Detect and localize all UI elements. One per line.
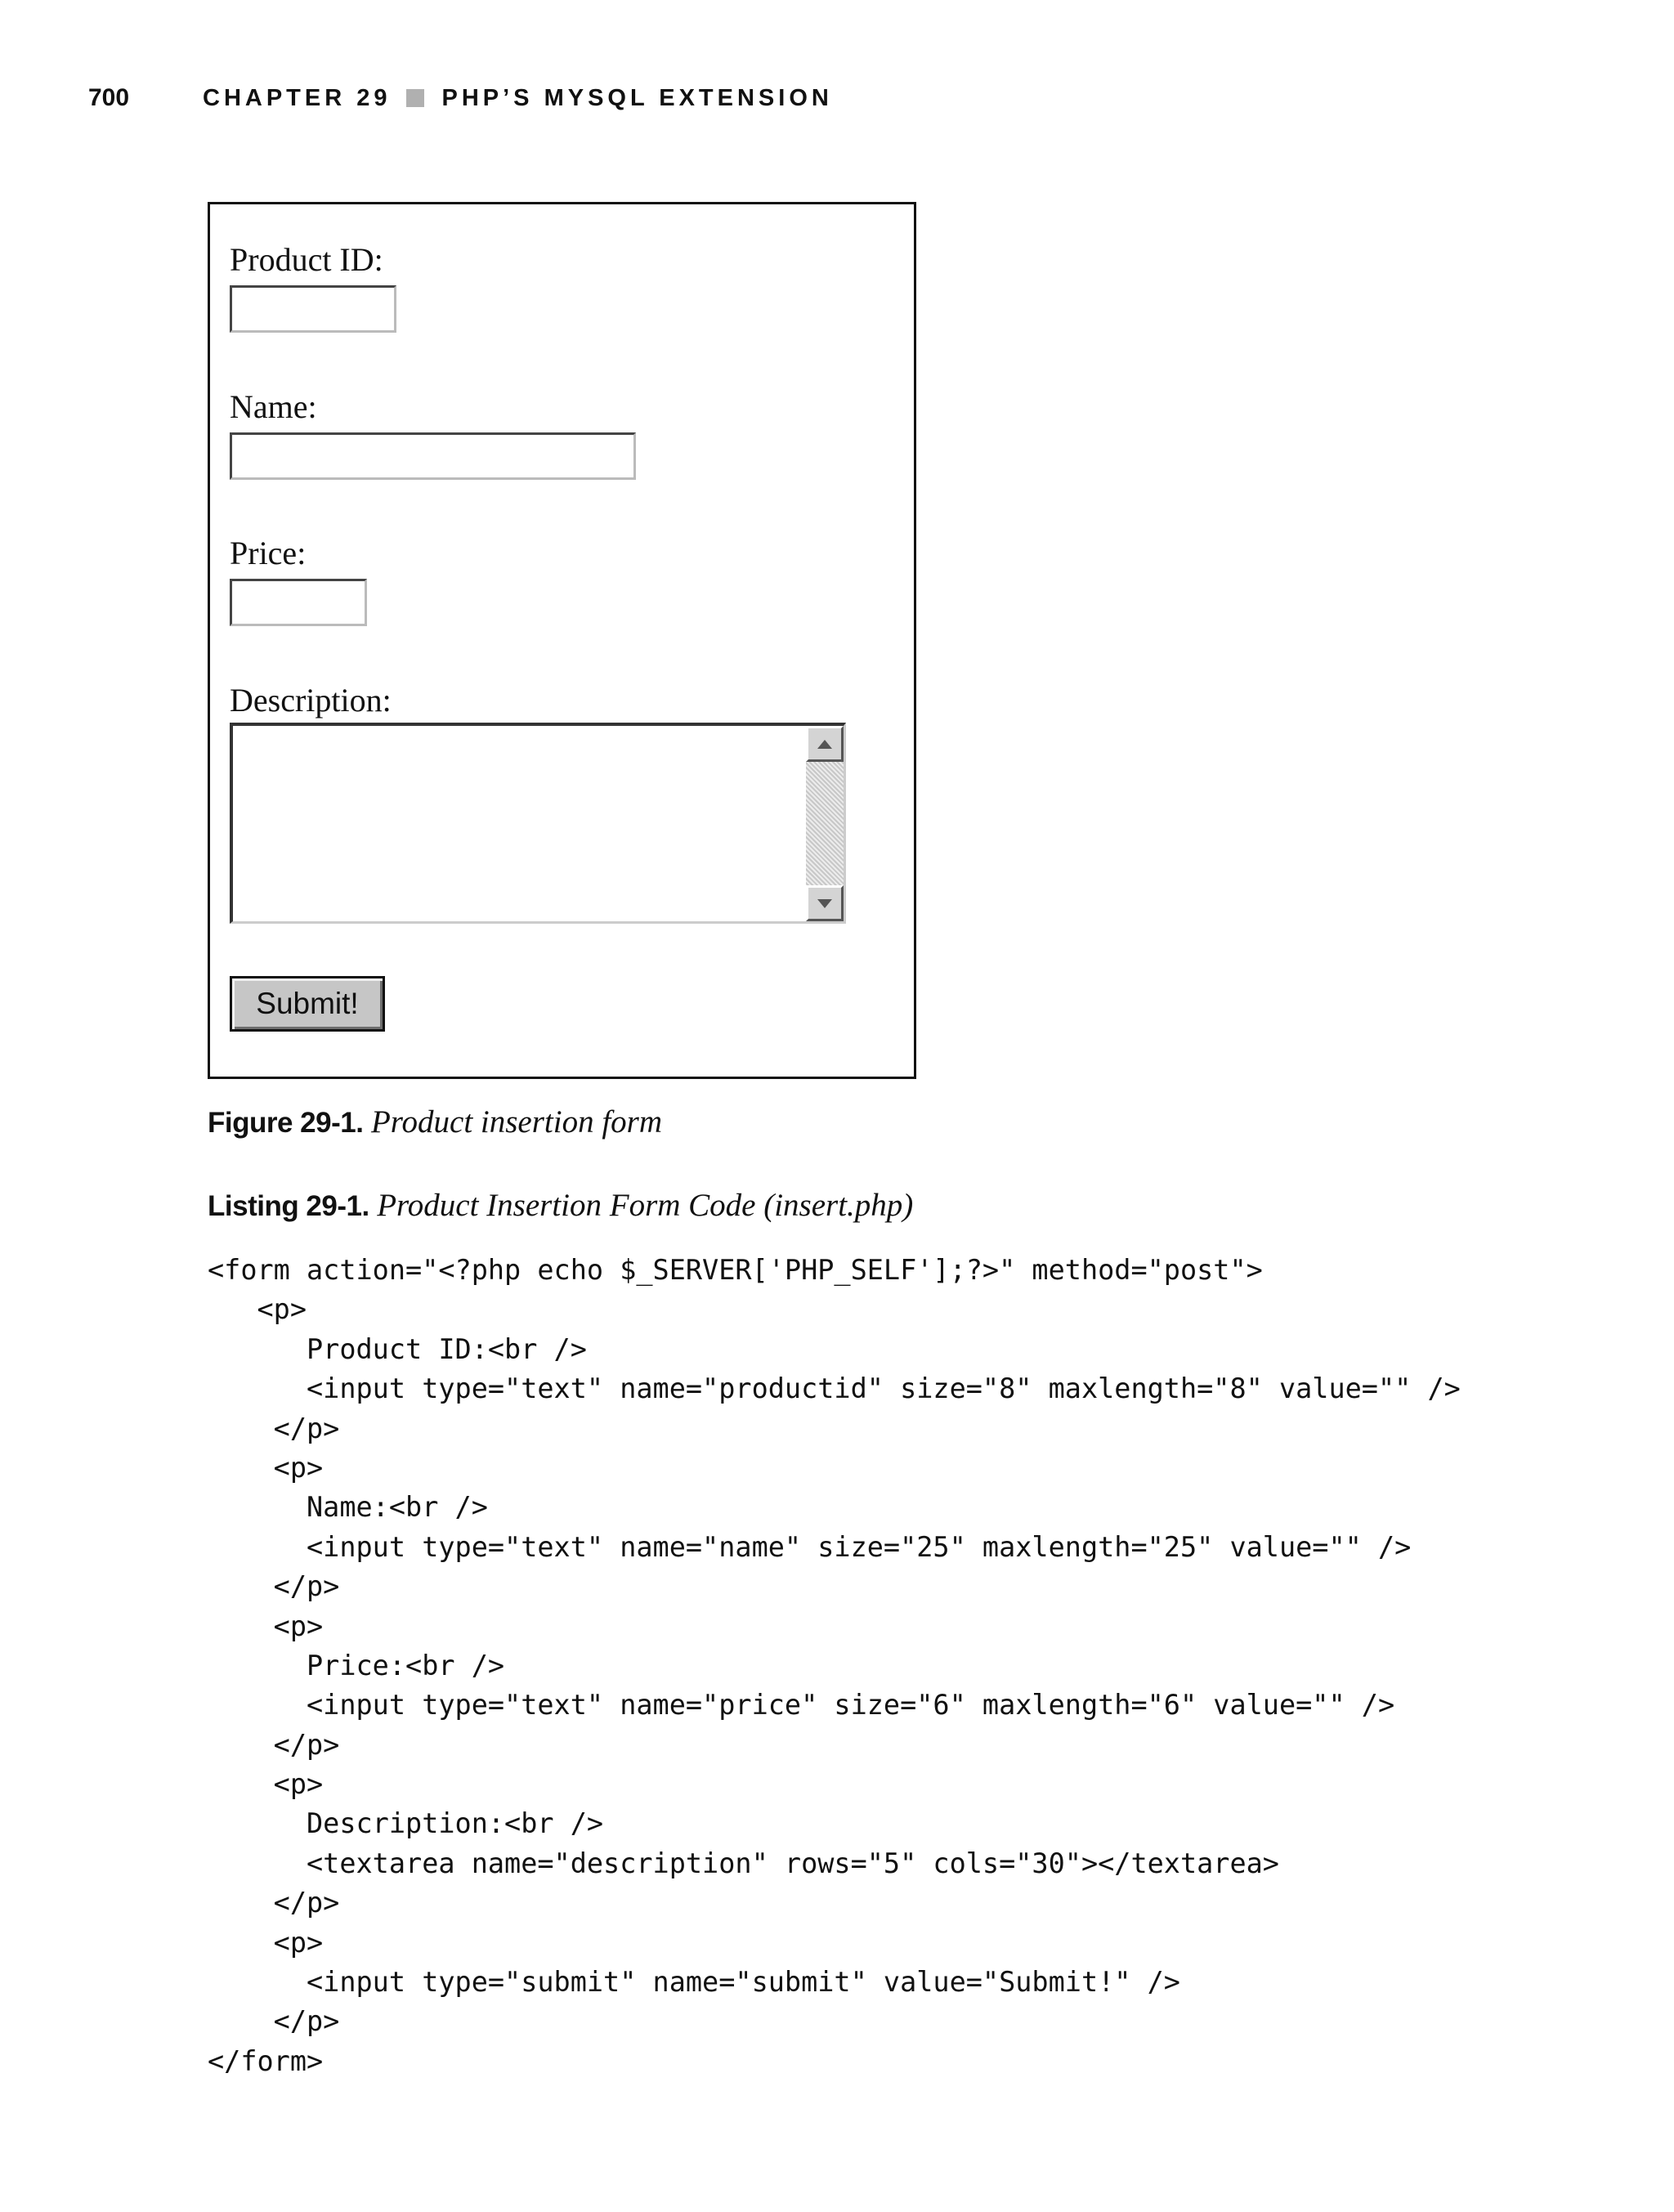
description-textarea[interactable] xyxy=(230,723,846,924)
code-line: </p> xyxy=(208,1887,340,1919)
code-line: Name:<br /> xyxy=(208,1491,488,1524)
code-line: Price:<br /> xyxy=(208,1649,505,1681)
name-label: Name: xyxy=(230,388,317,425)
page-number: 700 xyxy=(88,84,130,111)
price-input[interactable] xyxy=(230,579,367,626)
code-line: Product ID:<br /> xyxy=(208,1332,587,1365)
code-line: <input type="submit" name="submit" value="Submit!" /> xyxy=(208,1966,1180,1999)
code-line: </p> xyxy=(208,1728,340,1761)
code-line: Description:<br /> xyxy=(208,1807,604,1840)
code-line: <input type="text" name="name" size="25" maxlength="25" value="" /> xyxy=(208,1530,1412,1563)
code-line: <p> xyxy=(208,1926,324,1959)
product-id-label: Product ID: xyxy=(230,241,383,278)
code-line: <p> xyxy=(208,1451,324,1484)
arrow-down-icon xyxy=(817,899,832,908)
listing-caption xyxy=(208,1187,913,1224)
figure-caption-text: Product insertion form xyxy=(370,1104,662,1140)
code-line: </form> xyxy=(208,2044,324,2077)
listing-caption-label: Listing 29-1. xyxy=(208,1190,369,1222)
code-line: </p> xyxy=(208,1570,340,1603)
submit-button[interactable]: Submit! xyxy=(230,976,385,1032)
code-line: <input type="text" name="price" size="6" maxlength="6" value="" /> xyxy=(208,1689,1395,1722)
code-line: <textarea name="description" rows="5" cols="30"></textarea> xyxy=(208,1847,1279,1879)
chapter-label: CHAPTER 29 xyxy=(203,84,392,111)
running-header xyxy=(88,82,833,114)
product-id-input[interactable] xyxy=(230,285,396,333)
scroll-down-button[interactable] xyxy=(806,885,844,921)
code-line: <p> xyxy=(208,1768,324,1801)
name-input[interactable] xyxy=(230,432,636,480)
textarea-scrollbar[interactable] xyxy=(806,726,844,921)
scroll-up-button[interactable] xyxy=(806,726,844,762)
chapter-heading xyxy=(203,82,833,114)
code-line: <p> xyxy=(208,1293,307,1326)
code-line: <input type="text" name="productid" size="8" maxlength="8" value="" /> xyxy=(208,1372,1461,1405)
chapter-title: PHP’S MYSQL EXTENSION xyxy=(441,84,833,111)
description-label: Description: xyxy=(230,682,392,719)
figure-caption xyxy=(208,1104,662,1140)
square-separator-icon xyxy=(406,89,424,107)
price-label: Price: xyxy=(230,535,307,571)
code-listing xyxy=(208,1251,1461,2081)
listing-caption-text: Product Insertion Form Code (insert.php) xyxy=(377,1188,914,1223)
arrow-up-icon xyxy=(817,740,832,749)
code-line: <p> xyxy=(208,1610,324,1642)
product-insertion-form-figure xyxy=(208,202,916,1079)
code-line: <form action="<?php echo $_SERVER['PHP_SELF'];?>" method="post"> xyxy=(208,1254,1263,1286)
figure-caption-label: Figure 29-1. xyxy=(208,1107,364,1139)
code-line: </p> xyxy=(208,2005,340,2038)
code-line: </p> xyxy=(208,1412,340,1444)
